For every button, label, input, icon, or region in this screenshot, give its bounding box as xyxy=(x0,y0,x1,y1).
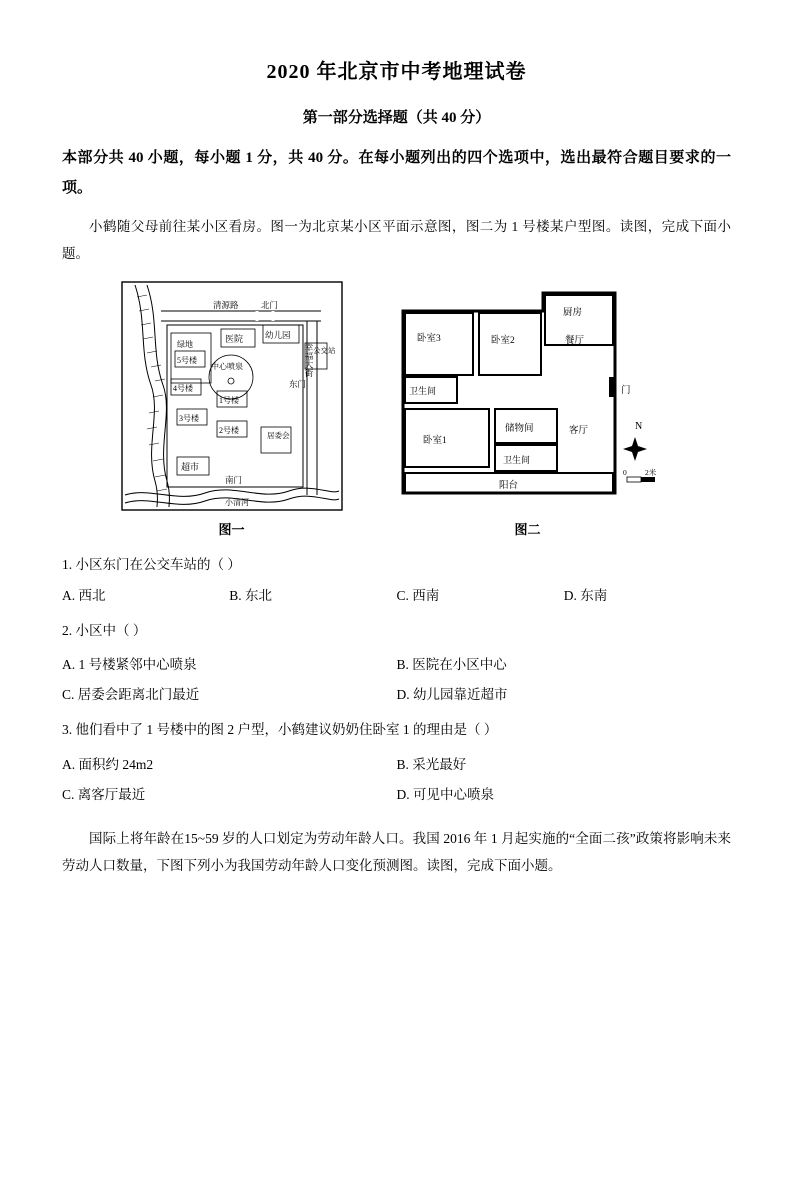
option-3-d[interactable]: D. 可见中心喷泉 xyxy=(396,786,494,802)
label-fountain: 中心喷泉 xyxy=(210,362,243,371)
label-kindergarten: 幼儿园 xyxy=(264,330,291,340)
figure-1 xyxy=(121,281,343,538)
option-2-d[interactable]: D. 幼儿园靠近超市 xyxy=(396,687,508,703)
question-2-number: 2. xyxy=(62,622,73,638)
label-east-gate: 东门 xyxy=(288,379,306,389)
label-supermarket: 超市 xyxy=(180,462,199,472)
option-3-b[interactable]: B. 采光最好 xyxy=(396,756,467,772)
label-scale-2: 2米 xyxy=(644,468,656,477)
label-south-gate: 南门 xyxy=(224,475,242,485)
question-1-number: 1. xyxy=(62,557,73,572)
figure-2-floorplan xyxy=(383,281,673,511)
question-2-options-row-2 xyxy=(62,683,731,703)
passage-2: 国际上将年龄在15~59 岁的人口划定为劳动年龄人口。我国 2016 年 1 月起实施的“全面二孩”政策将影响未来劳动人口数量，下图下列小为我国劳动年龄人口变化预测图。读图，完成下面小题。 xyxy=(62,830,731,873)
exam-page xyxy=(0,55,793,1177)
label-living: 客厅 xyxy=(568,426,588,436)
label-kitchen: 厨房 xyxy=(562,308,582,318)
label-building-2: 2号楼 xyxy=(218,426,239,435)
option-1-a[interactable]: A. 西北 xyxy=(62,587,106,603)
question-3-number: 3. xyxy=(62,722,73,738)
question-2-options-row-1 xyxy=(62,653,731,673)
figure-1-map xyxy=(121,281,343,511)
scale-bar xyxy=(623,467,657,482)
label-north: N xyxy=(634,421,642,432)
option-2-b[interactable]: B. 医院在小区中心 xyxy=(396,657,507,673)
instructions: 本部分共 40 小题，每小题 1 分，共 40 分。在每小题列出的四个选项中，选出最符合题目要求的一项。 xyxy=(62,150,731,196)
option-1-c[interactable]: C. 西南 xyxy=(396,587,440,603)
question-3 xyxy=(62,717,731,743)
label-storage: 储物间 xyxy=(504,424,534,434)
label-north-gate: 北门 xyxy=(260,300,278,310)
question-3-options-row-2 xyxy=(62,783,731,803)
label-bedroom-1: 卧室1 xyxy=(422,436,447,446)
compass-icon xyxy=(623,437,647,461)
label-building-3: 3号楼 xyxy=(178,414,199,423)
label-dining: 餐厅 xyxy=(564,336,584,346)
label-building-1: 1号楼 xyxy=(218,396,239,405)
question-3-stem: 他们看中了 1 号楼中的图 2 户型，小鹤建议奶奶住卧室 1 的理由是（ ） xyxy=(75,722,498,738)
label-road-top: 清源路 xyxy=(212,300,239,310)
label-door: 门 xyxy=(620,386,631,396)
passage-1: 小鹤随父母前往某小区看房。图一为北京某小区平面示意图，图二为 1 号楼某户型图。读图，完成下面小题。 xyxy=(62,219,731,261)
label-bathroom-1: 卫生间 xyxy=(408,386,436,396)
label-street-vertical: 幸福大街 xyxy=(303,343,314,377)
label-bus-station: 公交站 xyxy=(312,346,335,355)
option-1-d[interactable]: D. 东南 xyxy=(563,587,608,603)
label-hospital: 医院 xyxy=(224,334,243,344)
label-green: 绿地 xyxy=(176,340,193,349)
figure-1-caption: 图一 xyxy=(218,522,245,537)
question-1-options xyxy=(62,584,731,604)
question-3-options-row-1 xyxy=(62,753,731,773)
label-balcony: 阳台 xyxy=(498,481,518,491)
label-bathroom-2: 卫生间 xyxy=(502,455,530,465)
option-3-a[interactable]: A. 面积约 24m2 xyxy=(62,756,154,772)
figures-row xyxy=(0,281,793,538)
label-building-5: 5号楼 xyxy=(176,356,197,365)
figure-2-caption: 图二 xyxy=(514,522,541,537)
label-river: 小清河 xyxy=(224,498,249,507)
option-3-c[interactable]: C. 离客厅最近 xyxy=(62,786,146,802)
label-committee: 居委会 xyxy=(266,431,289,440)
option-1-b[interactable]: B. 东北 xyxy=(229,587,273,603)
option-2-a[interactable]: A. 1 号楼紧邻中心喷泉 xyxy=(62,657,197,673)
question-2 xyxy=(62,618,731,644)
section-title: 第一部分选择题（共 40 分） xyxy=(302,110,491,126)
question-2-stem: 小区中（ ） xyxy=(75,622,147,638)
label-bedroom-2: 卧室2 xyxy=(490,336,515,346)
label-building-4: 4号楼 xyxy=(172,384,193,393)
option-2-c[interactable]: C. 居委会距离北门最近 xyxy=(62,687,200,703)
label-scale-0: 0 xyxy=(622,468,627,477)
page-title: 2020 年北京市中考地理试卷 xyxy=(266,61,527,83)
label-bedroom-3: 卧室3 xyxy=(416,334,441,344)
question-1-stem: 小区东门在公交车站的（ ） xyxy=(75,557,241,572)
figure-2 xyxy=(383,281,673,538)
question-1 xyxy=(62,552,731,578)
